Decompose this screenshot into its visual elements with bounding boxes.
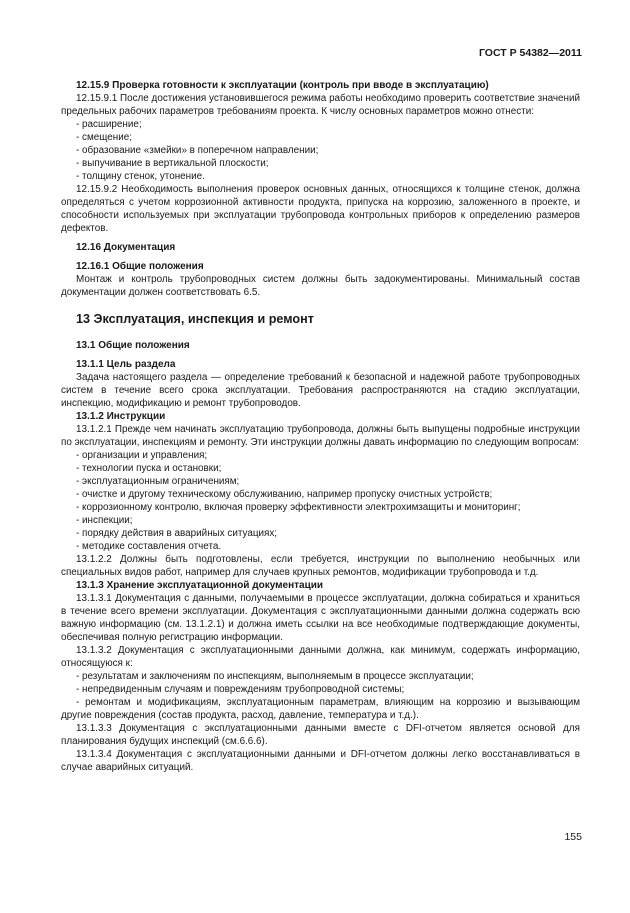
paragraph-13-1-3-2: 13.1.3.2 Документация с эксплуатационными данными должна, как минимум, содержать информацию, относящуюся к: [61,645,580,669]
heading-13-1-2: 13.1.2 Инструкции [76,411,166,422]
paragraph-13-1-1: Задача настоящего раздела — определение требований к безопасной и надежной работе трубопроводных систем в течение всего срока эксплуатации. Требования распространяются на стадию эксплуатации, инспекцию, модификацию и ремонт трубопроводов. [61,372,580,409]
list-item: - технологии пуска и остановки; [76,463,222,474]
standard-header: ГОСТ Р 54382—2011 [478,47,582,59]
heading-section-13: 13 Эксплуатация, инспекция и ремонт [76,312,314,326]
paragraph-13-1-2-1: 13.1.2.1 Прежде чем начинать эксплуатацию трубопровода, должны быть выпущены подробные инструкции по эксплуатации, инспекциям и ремонту. Эти инструкции должны давать информацию по следующим вопросам: [61,424,580,448]
paragraph-13-1-2-2: 13.1.2.2 Должны быть подготовлены, если требуется, инструкции по выполнению необычных или специальных видов работ, например для случаев крупных ремонтов, модификации трубопровода и т.д. [61,554,580,578]
list-item: - образование «змейки» в поперечном направлении; [76,145,319,156]
list-item: - смещение; [76,132,132,143]
page-content [61,79,580,774]
list-item: - порядку действия в аварийных ситуациях; [76,528,278,539]
list-item: - результатам и заключениям по инспекциям, выполняемым в процессе эксплуатации; [76,671,474,682]
parameter-list [61,118,580,183]
list-item: - методике составления отчета. [76,541,222,552]
list-item-long: - ремонтам и модификациям, эксплуатационным параметрам, влияющим на коррозию и вызывающим другие повреждения (состав продукта, расход, давление, температура и т.д.). [61,697,580,721]
list-item: - очистке и другому техническому обслуживанию, например пропуску очистных устройств; [76,489,493,500]
list-item: - выпучивание в вертикальной плоскости; [76,158,269,169]
heading-13-1: 13.1 Общие положения [76,340,190,351]
paragraph-12-16-1: Монтаж и контроль трубопроводных систем должны быть задокументированы. Минимальный состав документации должен соответствовать 6.5. [61,274,580,298]
list-item: - толщину стенок, утонение. [76,171,205,182]
heading-12-15-9: 12.15.9 Проверка готовности к эксплуатации (контроль при вводе в эксплуатацию) [76,80,489,91]
heading-13-1-3: 13.1.3 Хранение эксплуатационной документации [76,580,324,591]
list-item: - непредвиденным случаям и повреждениям трубопроводной системы; [76,684,405,695]
paragraph-12-15-9-1: 12.15.9.1 После достижения установившегося режима работы необходимо проверить соответствие значений предельных рабочих параметров требованиям проекта. К числу основных параметров можно отнести: [61,93,580,117]
paragraph-13-1-3-3: 13.1.3.3 Документация с эксплуатационными данными вместе с DFI-отчетом является основой для планирования будущих инспекций (см.6.6.6). [61,723,580,747]
list-item: - организации и управления; [76,450,208,461]
page-number: 155 [564,831,582,843]
list-item: - эксплуатационным ограничениям; [76,476,240,487]
list-item: - коррозионному контролю, включая проверку эффективности электрохимзащиты и мониторинг; [76,502,521,513]
heading-12-16-1: 12.16.1 Общие положения [76,261,204,272]
paragraph-12-15-9-2: 12.15.9.2 Необходимость выполнения проверок основных данных, относящихся к толщине стенок, должна определяться с учетом коррозионной активности продукта, припуска на коррозию, заложенного в проекте, и способности используемых при эксплуатации трубопровода контрольных приборов к определению размеров дефектов. [61,184,580,234]
heading-13-1-1: 13.1.1 Цель раздела [76,359,176,370]
paragraph-13-1-3-1: 13.1.3.1 Документация с данными, получаемыми в процессе эксплуатации, должна собираться и храниться в течение всего времени эксплуатации. Документация с эксплуатационными данными должна содержать всю важную информацию (см. 13.1.2.1) и должна иметь ссылки на все необходимые подтверждающие документы, обеспечивая полную регистрацию информации. [61,593,580,643]
list-item: - расширение; [76,119,142,130]
paragraph-13-1-3-4: 13.1.3.4 Документация с эксплуатационными данными и DFI-отчетом должны легко восстанавливаться в случае аварийных ситуаций. [61,749,580,773]
operational-info-list [61,670,580,696]
instruction-topics-list [61,449,580,553]
list-item: - инспекции; [76,515,133,526]
heading-12-16: 12.16 Документация [76,242,176,253]
